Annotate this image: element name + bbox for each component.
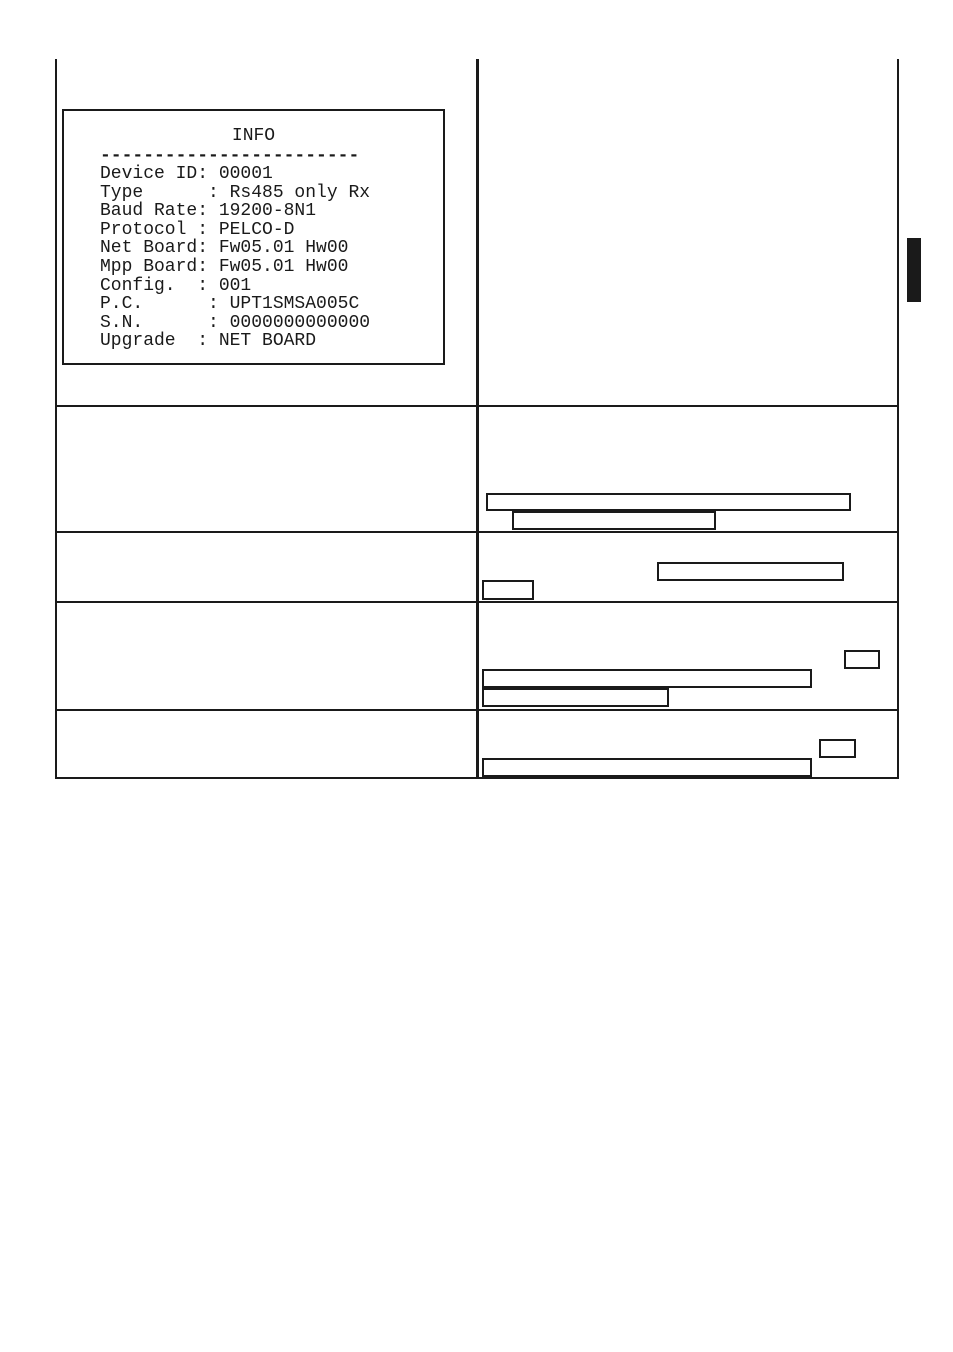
table-border-left bbox=[55, 59, 57, 779]
table-row-divider-3 bbox=[55, 601, 899, 603]
info-screen-title: INFO bbox=[231, 126, 276, 146]
table-column-divider bbox=[476, 59, 479, 779]
redacted-box-2 bbox=[512, 511, 716, 530]
table-row-divider-4 bbox=[55, 709, 899, 711]
redacted-box-4 bbox=[482, 580, 534, 600]
info-line-baud-rate: Baud Rate: 19200-8N1 bbox=[100, 201, 317, 222]
section-tab-marker bbox=[907, 238, 921, 302]
redacted-box-1 bbox=[486, 493, 851, 511]
table-row-divider-1 bbox=[55, 405, 899, 407]
info-line-device-id: Device ID: 00001 bbox=[100, 164, 273, 184]
info-line-net-board: Net Board: Fw05.01 Hw00 bbox=[100, 238, 349, 259]
redacted-box-3 bbox=[657, 562, 844, 581]
info-line-mpp-board: Mpp Board: Fw05.01 Hw00 bbox=[100, 256, 349, 277]
info-line-protocol: Protocol : PELCO-D bbox=[100, 219, 295, 240]
info-screen-lines bbox=[100, 165, 370, 351]
table-row-divider-2 bbox=[55, 531, 899, 533]
info-line-pc: P.C. : UPT1SMSA005C bbox=[100, 294, 360, 315]
redacted-box-6 bbox=[482, 669, 812, 688]
info-line-sn: S.N. : 0000000000000 bbox=[100, 312, 371, 333]
table-border-bottom bbox=[55, 777, 899, 779]
redacted-box-5 bbox=[844, 650, 880, 669]
info-line-type: Type : Rs485 only Rx bbox=[100, 182, 371, 203]
info-screen-separator: ------------------------ bbox=[100, 146, 360, 166]
redacted-box-7 bbox=[482, 688, 669, 707]
table-border-right bbox=[897, 59, 899, 779]
redacted-box-9 bbox=[482, 758, 812, 777]
redacted-box-8 bbox=[819, 739, 856, 758]
info-line-config: Config. : 001 bbox=[100, 275, 252, 296]
info-screen bbox=[62, 109, 445, 365]
info-line-upgrade: Upgrade : NET BOARD bbox=[100, 331, 317, 352]
